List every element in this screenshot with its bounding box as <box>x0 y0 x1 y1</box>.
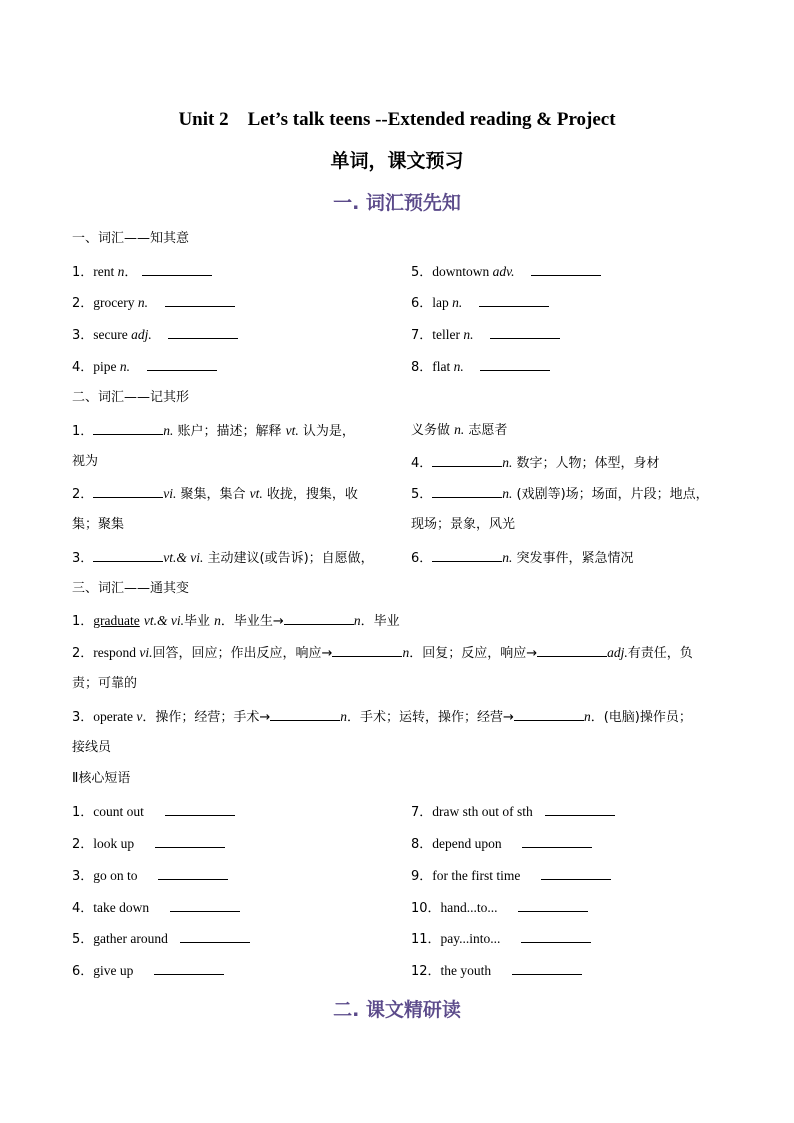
answer-blank[interactable] <box>93 485 163 498</box>
answer-blank[interactable] <box>479 294 549 307</box>
form-item: 2． vi. 聚集，集合 vt. 收拢，搜集，收 <box>72 486 358 502</box>
vocab-item: 2．grocery n. <box>72 294 235 312</box>
answer-blank[interactable] <box>168 326 238 339</box>
answer-blank[interactable] <box>545 803 615 816</box>
answer-blank[interactable] <box>514 708 584 721</box>
form-item-continued: 集；聚集 <box>72 517 125 532</box>
vocab-item: 8．flat n. <box>411 358 550 376</box>
answer-blank[interactable] <box>432 454 502 467</box>
answer-blank[interactable] <box>155 835 225 848</box>
part1-heading: 一、词汇——知其意 <box>72 231 190 246</box>
form-item: 4． n. 数字；人物；体型，身材 <box>411 455 660 471</box>
vocab-item: 1．rent n． <box>72 263 212 281</box>
phrase-item: 2．look up <box>72 835 225 853</box>
phrase-item: 3．go on to <box>72 867 228 885</box>
answer-blank[interactable] <box>521 930 591 943</box>
answer-blank[interactable] <box>93 422 163 435</box>
phrase-item: 12．the youth <box>411 962 582 980</box>
derivation-item: 3．operate v．操作；经营；手术→ n．手术；运转，操作；经营→ n．(电脑)操作员； <box>72 709 692 725</box>
phrase-item: 8．depend upon <box>411 835 592 853</box>
phrase-item: 6．give up <box>72 962 224 980</box>
form-item-continued: 视为 <box>72 454 99 469</box>
answer-blank[interactable] <box>180 930 250 943</box>
vocab-item: 3．secure adj. <box>72 326 238 344</box>
answer-blank[interactable] <box>154 962 224 975</box>
phrase-item: 7．draw sth out of sth <box>411 803 615 821</box>
vocab-item: 7．teller n. <box>411 326 560 344</box>
answer-blank[interactable] <box>332 644 402 657</box>
answer-blank[interactable] <box>541 867 611 880</box>
answer-blank[interactable] <box>537 644 607 657</box>
form-item: 1． n. 账户；描述；解释 vt. 认为是， <box>72 423 355 439</box>
answer-blank[interactable] <box>165 294 235 307</box>
part3-heading: 三、词汇——通其变 <box>72 581 190 596</box>
form-item: 6． n. 突发事件，紧急情况 <box>411 550 634 566</box>
phrase-item: 5．gather around <box>72 930 250 948</box>
derivation-item: 2．respond vi.回答，回应；作出反应，响应→ n．回复；反应，响应→ adj.有责任，负 <box>72 645 693 661</box>
answer-blank[interactable] <box>165 803 235 816</box>
answer-blank[interactable] <box>531 263 601 276</box>
answer-blank[interactable] <box>158 867 228 880</box>
derivation-item: 1．graduate vt.& vi.毕业 n．毕业生→ n．毕业 <box>72 613 400 629</box>
vocab-item: 5．downtown adv. <box>411 263 601 281</box>
answer-blank[interactable] <box>490 326 560 339</box>
answer-blank[interactable] <box>432 485 502 498</box>
phrase-item: 11．pay...into... <box>411 930 591 948</box>
document-subtitle: 单词，课文预习 <box>330 150 464 172</box>
phrase-item: 10．hand...to... <box>411 899 588 917</box>
answer-blank[interactable] <box>480 358 550 371</box>
answer-blank[interactable] <box>284 612 354 625</box>
answer-blank[interactable] <box>518 899 588 912</box>
answer-blank[interactable] <box>93 549 163 562</box>
answer-blank[interactable] <box>512 962 582 975</box>
form-item-continued: 义务做 n. 志愿者 <box>411 422 508 438</box>
answer-blank[interactable] <box>170 899 240 912</box>
form-item-continued: 现场；景象，风光 <box>411 517 516 532</box>
section-heading-reading: 二. 课文精研读 <box>333 999 461 1021</box>
part2-heading: 二、词汇——记其形 <box>72 390 190 405</box>
answer-blank[interactable] <box>142 263 212 276</box>
derivation-item-continued: 责；可靠的 <box>72 676 138 691</box>
vocab-item: 4．pipe n. <box>72 358 217 376</box>
vocab-item: 6．lap n. <box>411 294 549 312</box>
form-item: 5． n. (戏剧等)场；场面，片段；地点， <box>411 486 709 502</box>
phrase-item: 9．for the first time <box>411 867 611 885</box>
answer-blank[interactable] <box>270 708 340 721</box>
document-title: Unit 2 Let’s talk teens --Extended reading & Project <box>178 109 616 130</box>
form-item: 3． vt.& vi. 主动建议(或告诉)；自愿做， <box>72 550 374 566</box>
derivation-item-continued: 接线员 <box>72 740 112 755</box>
answer-blank[interactable] <box>522 835 592 848</box>
phrase-item: 4．take down <box>72 899 240 917</box>
phrase-item: 1．count out <box>72 803 235 821</box>
part4-heading: Ⅱ核心短语 <box>72 771 131 786</box>
answer-blank[interactable] <box>147 358 217 371</box>
answer-blank[interactable] <box>432 549 502 562</box>
section-heading-vocabulary: 一. 词汇预先知 <box>333 192 461 214</box>
